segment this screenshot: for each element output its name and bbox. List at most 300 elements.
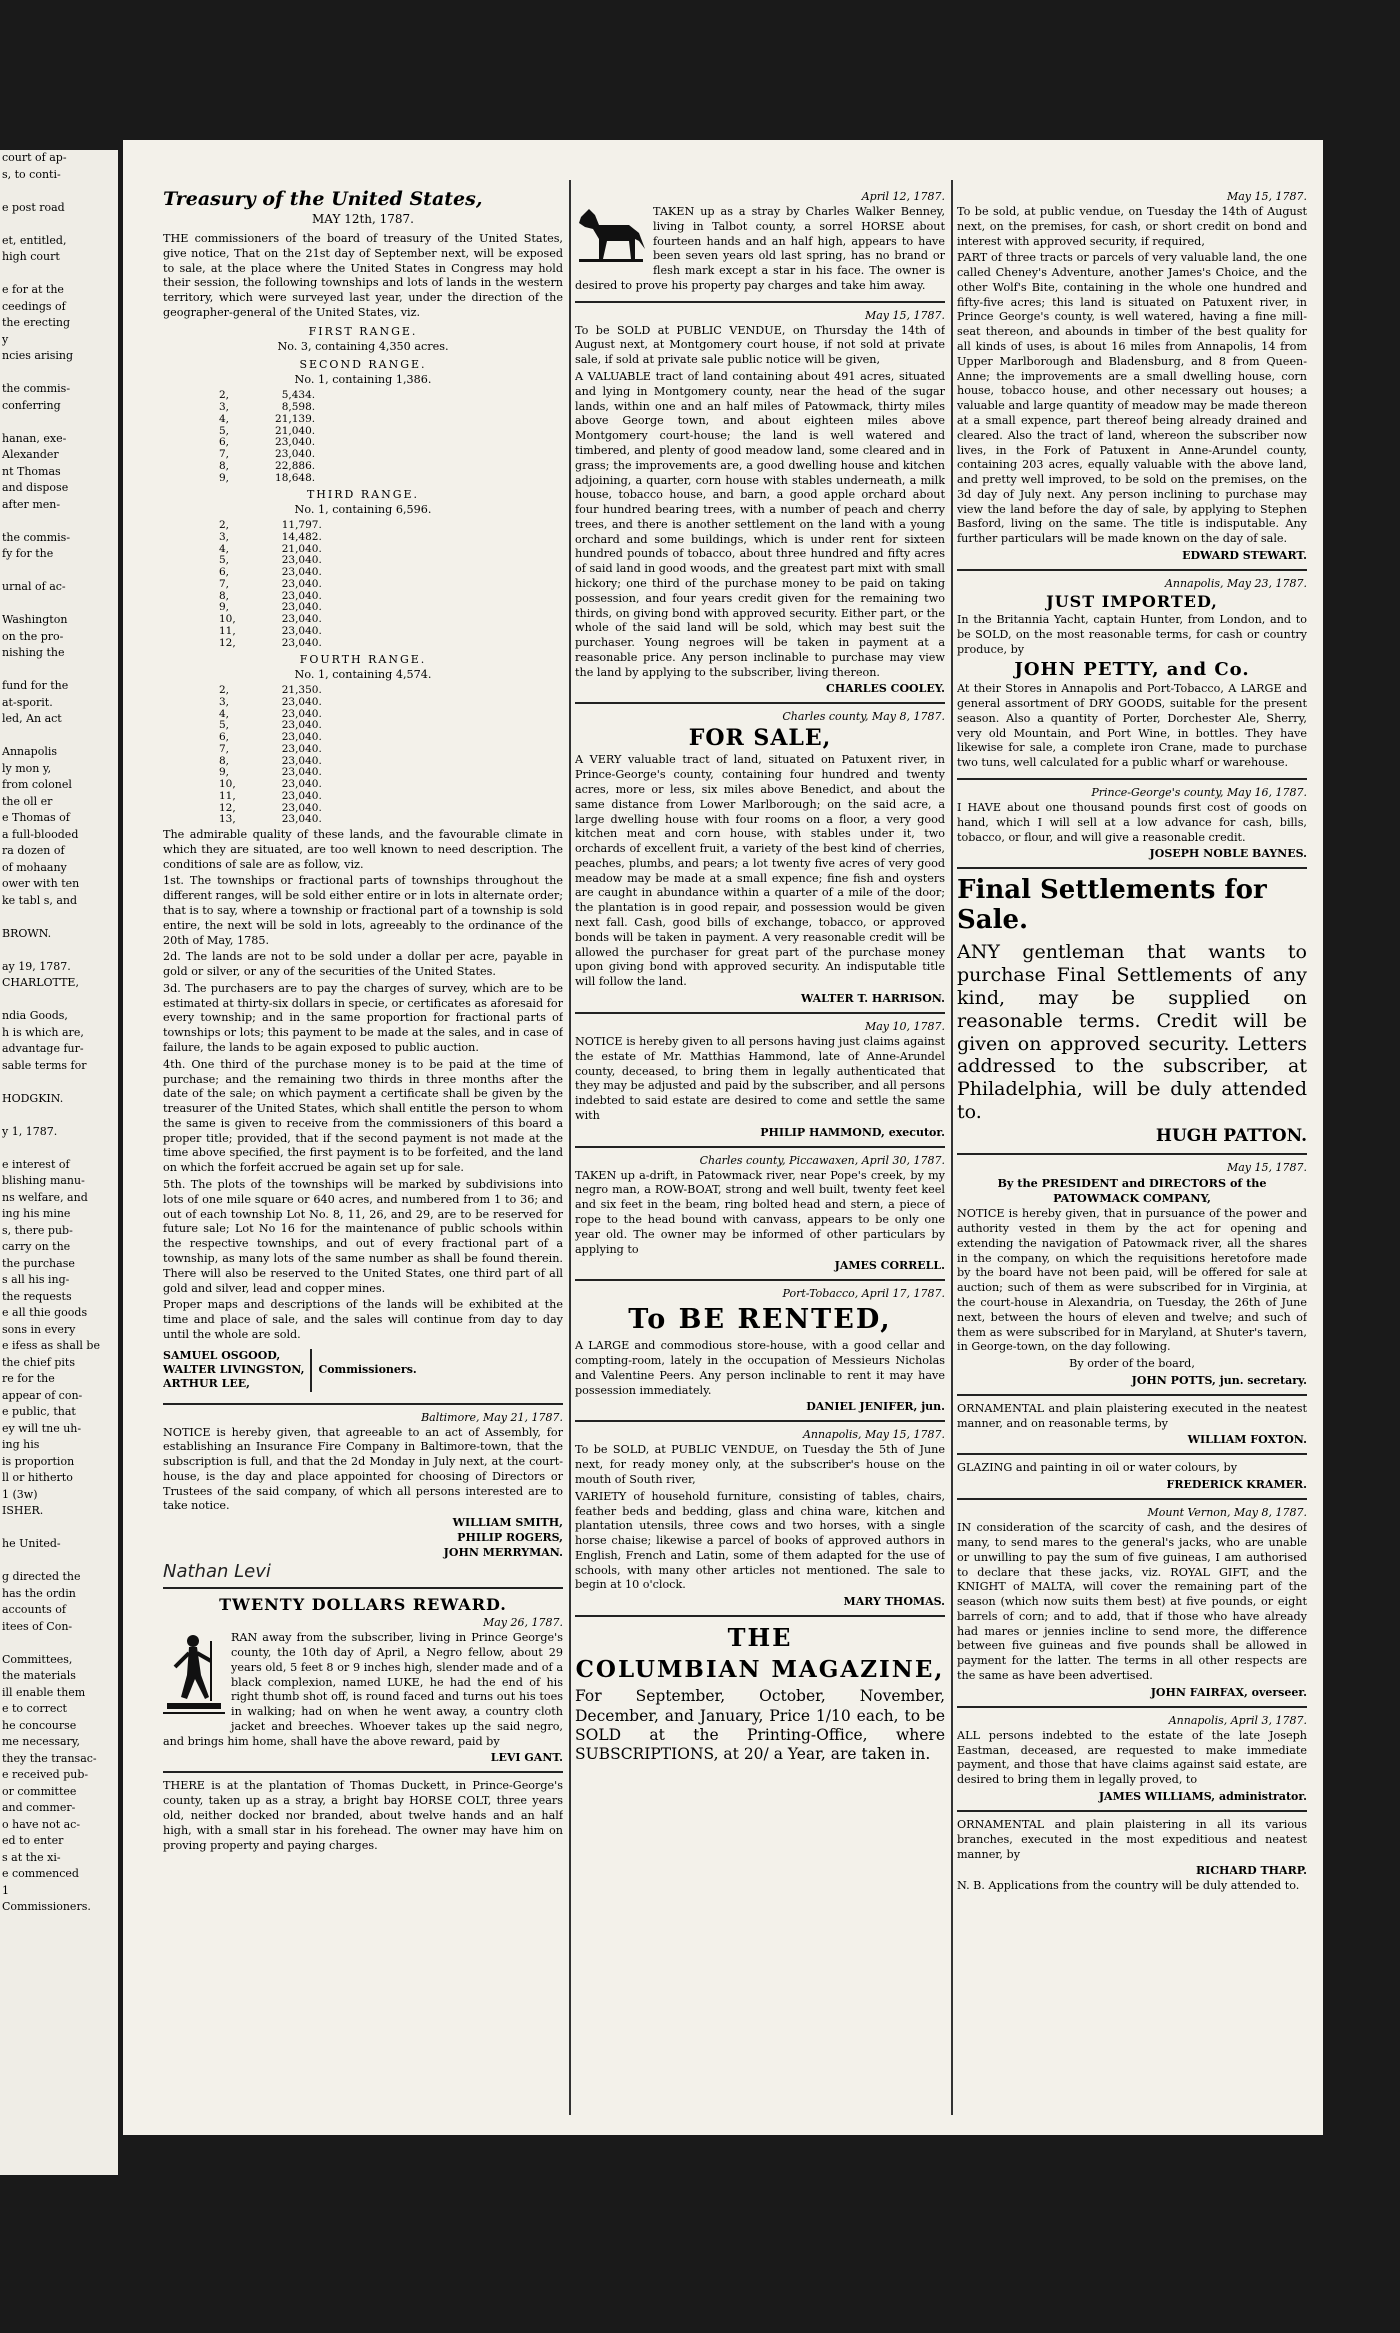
baynes-date: Prince-George's county, May 16, 1787. (1091, 786, 1307, 799)
tharp-ad (957, 1818, 1307, 1894)
left-page-line: re for the (2, 1372, 55, 1385)
lot-acres: 23,040. (281, 695, 322, 708)
lot-acres: 23,040. (281, 754, 322, 767)
column-rule-2 (951, 180, 953, 2115)
lot-row (213, 744, 328, 756)
left-page-line (2, 266, 118, 283)
lot-number: 6, (219, 566, 230, 579)
columbian-magazine (575, 1623, 945, 1765)
lot-acres: 23,040. (281, 707, 322, 720)
left-page-line: of mohaany (2, 860, 67, 874)
lot-acres: 11,797. (281, 519, 322, 532)
left-page-line (2, 992, 118, 1009)
left-page-line: he concourse (2, 1718, 77, 1732)
lot-number: 11, (219, 789, 236, 802)
left-page-line: ing his (2, 1438, 40, 1451)
petty-text-2: At their Stores in Annapolis and Port-Tobacco, A LARGE and general assortment of DRY GOODS, suitable for the present season. Also a quantity of Porter, Dorchester Ale, Sherry, very old Mountain, and Port Wine, in bottles. They have likewise for sale, a complete iron Crane, made to purchase two tuns, well calculated for a public wharf or warehouse. (957, 682, 1307, 770)
column-1 (163, 188, 563, 1855)
left-page-line: ndia Goods, (2, 1009, 68, 1022)
left-page-line: fund for the (2, 679, 69, 692)
treasury-p2: 1st. The townships or fractional parts of townships throughout the different ranges, will be sold either entire or in lots in alternate order; that is to say, where a township or fractional part of a township is sold entire, the next will be sold in lots, agreeably to the ordinance of the 20th of May, 1785. (163, 874, 563, 947)
lot-acres: 23,040. (281, 778, 322, 791)
petty-text: In the Britannia Yacht, captain Hunter, from London, and to be SOLD, on the most reasonable terms, for cash or country produce, by (957, 612, 1307, 656)
left-page-line (2, 596, 118, 613)
cooley-signer: CHARLES COOLEY. (825, 682, 945, 696)
tharp-note: N. B. Applications from the country will be duly attended to. (957, 1879, 1300, 1893)
foxton-ad (957, 1402, 1307, 1456)
boat-date: Charles county, Piccawaxen, April 30, 1787. (699, 1153, 945, 1167)
treasury-intro: THE commissioners of the board of treasury of the United States, give notice, That on the 21st day of September next, will be exposed to sale, at the place where the United States in Congress may hold their session, the following townships and lots of lands in the western territory, which were surveyed last year, under the direction of the geographer-general of the United States, viz. (163, 232, 563, 319)
lot-number: 10, (219, 778, 236, 791)
left-page-line: carry on the (2, 1240, 71, 1253)
left-page-line: urnal of ac- (2, 580, 66, 593)
left-page-line: e to correct (2, 1702, 67, 1715)
patowmack-signer: JOHN POTTS, jun. secretary. (1131, 1373, 1307, 1387)
lot-acres: 23,040. (281, 636, 322, 649)
reward-text: RAN away from the subscriber, living in Prince George's county, the 10th day of April, a Negro fellow, about 29 years old, 5 feet 8 or 9 inches high, slender made and of a black complexion, named LUKE, he had the end of his right thumb shot off, is round faced and turns out his toes in walking; had on when he went away, a country cloth jacket and breeches. Whoever takes up the said negro, and brings him home, shall have the above reward, paid by (163, 1631, 563, 1748)
handwritten-signature: Nathan Levi (163, 1561, 271, 1583)
left-page-line: from colonel (2, 778, 72, 791)
magazine-the: THE (727, 1623, 793, 1653)
left-page-line: HODGKIN. (2, 1091, 64, 1105)
lot-row (213, 473, 321, 485)
commissioners-label: Commissioners. (318, 1362, 417, 1376)
baynes-signer: JOSEPH NOBLE BAYNES. (1149, 847, 1307, 861)
lot-acres: 23,040. (281, 566, 322, 579)
treasury-p6: 5th. The plots of the townships will be marked by subdivisions into lots of one mile square or 640 acres, and numbered from 1 to 36; and out of each township Lot No. 8, 11, 26, and 29, are to be reserved for future sale; Lot No 16 for the maintenance of public schools within the respective townships, and out of every fractional part of a township, as many lots of the same number as shall be found therein. There will also be reserved to the United States, one third part of all gold and silver, lead and copper mines. (163, 1178, 563, 1295)
lot-row (213, 414, 321, 426)
left-page-line: conferring (2, 398, 61, 412)
lot-number: 7, (219, 577, 230, 590)
lot-row (213, 697, 328, 709)
left-page-line: Alexander (2, 448, 59, 461)
settlements-heading: Final Settlements for Sale. (957, 875, 1267, 936)
tharp-signer: RICHARD THARP. (1195, 1864, 1307, 1878)
left-page-line (2, 183, 118, 200)
treasury-title: Treasury of the United States, (163, 188, 483, 210)
lot-row (213, 461, 321, 473)
lot-row (213, 449, 321, 461)
lot-number: 3, (219, 530, 230, 543)
left-page-fragment (0, 150, 118, 2175)
range-heading: FOURTH RANGE. (299, 653, 427, 667)
lot-number: 12, (219, 636, 236, 649)
lot-acres: 23,040. (281, 742, 322, 755)
williams-signer: JAMES WILLIAMS, administrator. (1098, 1789, 1307, 1803)
range-heading: FIRST RANGE. (308, 324, 418, 338)
cooley-text-2: A VALUABLE tract of land containing about 491 acres, situated and lying in Montgomery county, near the head of the sugar lands, within one and an half miles of Patowmack, thirty miles above George town, and about eighteen miles above Montgomery court-house; the land is well watered and timbered, and plenty of good meadow land, some cleared and in grass; the improvements are, a good dwelling house and kitchen adjoining, a quarter, corn house with stables underneath, a milk house, tobacco house, and barn, a good apple orchard about four hundred bearing trees, with a number of peach and cherry trees, and there is another settlement on the land with a young orchard and some buildings, which is under rent for sixteen hundred pounds of tobacco, about three hundred and fifty acres of said land in good woods, and the greatest part mixt with small hickory; one third of the purchase money to be paid on taking possession, and four years credit given for the remaining two thirds, on giving bond with approved security. Either part, or the whole of the said land will be sold, which may best suit the purchaser. Young negroes will be taken in payment at a reasonable price. Any person inclinable to purchase may view the land by applying to the subscriber, living thereon. (575, 370, 945, 679)
lot-acres: 23,040. (281, 601, 322, 614)
left-page-line: Washington (2, 613, 68, 626)
left-page-line: ing his mine (2, 1207, 71, 1220)
stray-text: TAKEN up as a stray by Charles Walker Benney, living in Talbot county, a sorrel HORSE about fourteen hands and an half high, appears to have been seven years old last spring, has no brand or flesh mark except a star in his face. The owner is desired to prove his property pay charges and take him away. (575, 205, 945, 292)
to-be-rented (575, 1287, 945, 1422)
left-page-line (2, 1520, 118, 1537)
left-page-line: 1 (3w) (2, 1487, 38, 1501)
boat-signer: JAMES CORRELL. (834, 1259, 945, 1273)
left-page-line: 1 (2, 1883, 9, 1897)
williams-date: Annapolis, April 3, 1787. (1168, 1713, 1307, 1727)
left-page-line: ncies arising (2, 349, 74, 362)
lot-acres: 23,040. (281, 577, 322, 590)
hammond-text: NOTICE is hereby given to all persons having just claims against the estate of Mr. Matthias Hammond, late of Anne-Arundel county, deceased, to bring them in legally authenticated that they may be adjusted and paid by the subscriber, and all persons indebted to said estate are desired to come and settle the same with (575, 1034, 945, 1122)
stewart-text-2: PART of three tracts or parcels of very valuable land, the one called Cheney's Adventure, another James's Choice, and the other Wolf's Bite, containing in the whole one hundred and fifty-five acres; this land is situated on Patuxent river, in Prince George's county, is well watered, having a fine mill-seat thereon, and abounds in timber of the best quality for all kinds of uses, is about 16 miles from Annapolis, 14 from Upper Marlborough and Bladensburg, and 8 from Queen-Anne; the improvements are a small dwelling house, corn house, tobacco house, and other necessary out houses; a valuable and large quantity of meadow may be made thereon at a small expence, part thereof being already drained and cleared. Also the tract of land, whereon the subscriber now lives, in the Fork of Patuxent in Anne-Arundel county, containing 203 acres, equally valuable with the above land, and pretty well improved, to be sold on the premises, on the 3d day of July next. Any person inclining to purchase may view the land before the day of sale, by applying to Stephen Basford, living on the same. The title is indisputable. Any further particulars will be made known on the day of sale. (957, 251, 1307, 546)
left-page-line: Annapolis (2, 745, 58, 758)
patowmack-text: NOTICE is hereby given, that in pursuance of the power and authority vested in them by the act for opening and extending the navigation of Patowmack river, all the shares in the company, on which the requisitions heretofore made by the board have not been paid, will be offered for sale at auction; such of them as were subscribed for in Virginia, at the court-house in Alexandria, on Tuesday, the 26th of June next, between the hours of eleven and twelve; and such of them as were subscribed for in Maryland, at Shuter's tavern, in George-town, on the day following. (957, 1207, 1307, 1354)
left-page-line: led, An act (2, 712, 62, 725)
lot-number: 9, (219, 471, 230, 484)
left-page-line: e all thie goods (2, 1306, 88, 1319)
lot-number: 9, (219, 766, 230, 779)
left-page-line: ISHER. (2, 1504, 44, 1517)
left-page-line: Committees, (2, 1652, 73, 1666)
column-rule-1 (569, 180, 571, 2115)
lot-acres: 21,350. (281, 684, 322, 697)
treasury-notice (163, 188, 563, 1405)
baynes-notice (957, 786, 1307, 869)
baynes-text: I HAVE about one thousand pounds first cost of goods on hand, which I will sell at a low advance for cash, bills, tobacco, or flour, and will give a reasonable credit. (957, 801, 1307, 844)
treasury-p1: The admirable quality of these lands, and the favourable climate in which they are situated, are too well known to need description. The conditions of sale are as follow, viz. (163, 828, 563, 871)
left-page-line (2, 365, 118, 382)
left-page-line: they the transac- (2, 1751, 97, 1765)
range-heading: THIRD RANGE. (306, 488, 420, 502)
left-page-line: and commer- (2, 1801, 76, 1814)
left-page-line (2, 662, 118, 679)
lot-number: 3, (219, 695, 230, 708)
williams-text: ALL persons indebted to the estate of the late Joseph Eastman, deceased, are requested to make immediate payment, and those that have claims against said estate, are desired to bring them in legally proved, to (957, 1728, 1307, 1787)
runaway-figure-icon (163, 1631, 225, 1719)
harrison-for-sale (575, 710, 945, 1014)
left-page-line (2, 909, 118, 926)
range-heading: SECOND RANGE. (299, 358, 427, 372)
lot-acres: 22,886. (275, 459, 316, 472)
left-page-line: ra dozen of (2, 844, 65, 857)
magazine-title: COLUMBIAN MAGAZINE, (575, 1656, 945, 1684)
left-page-line: at-sporit. (2, 695, 53, 709)
left-page-line: h is which are, (2, 1025, 84, 1039)
left-page-text (0, 150, 118, 1916)
left-page-line (2, 1107, 118, 1124)
boat-text: TAKEN up a-drift, in Patowmack river, near Pope's creek, by my negro man, a ROW-BOAT, strong and well built, twenty feet keel and six feet in the beam, ring bolted head and stern, a piece of rope to the head bound with canvass, appears to be only one year old. The owner may be informed of other particulars by applying to (575, 1168, 945, 1256)
treasury-date: MAY 12th, 1787. (311, 212, 414, 226)
lot-acres: 23,040. (281, 801, 322, 814)
left-page-line: s all his ing- (2, 1273, 70, 1286)
thomas-text: To be SOLD, at PUBLIC VENDUE, on Tuesday the 5th of June next, for ready money only, at the subscriber's house on the mouth of South river, (575, 1443, 945, 1486)
left-page-line: o have not ac- (2, 1817, 81, 1831)
thomas-text-2: VARIETY of household furniture, consisting of tables, chairs, feather beds and bedding, glass and china ware, kitchen and plantation utensils, three cows and two horses, with a single horse chaise; likewise a parcel of books of approved authors in English, French and Latin, some of them adapted for the use of schools, with many other articles not mentioned. The sale to begin at 10 o'clock. (575, 1489, 945, 1592)
left-page-line: y (2, 332, 9, 346)
lot-number: 4, (219, 542, 230, 555)
left-page-line: s at the xi- (2, 1850, 61, 1864)
left-page-line: the oll er (2, 794, 53, 808)
left-page-line: advantage fur- (2, 1042, 84, 1055)
hammond-date: May 10, 1787. (864, 1019, 945, 1033)
left-page-line: g directed the (2, 1570, 81, 1583)
fairfax-notice (957, 1506, 1307, 1708)
left-page-line: itees of Con- (2, 1619, 73, 1633)
left-page-line: ill enable them (2, 1685, 86, 1699)
left-page-line: ceedings of (2, 299, 66, 313)
left-page-line: ed to enter (2, 1834, 64, 1847)
left-page-line: the commis- (2, 530, 71, 544)
reward-notice (163, 1595, 563, 1773)
lot-acres: 23,040. (281, 719, 322, 732)
lot-number: 13, (219, 813, 236, 826)
lot-number: 6, (219, 436, 230, 449)
left-page-line (2, 1553, 118, 1570)
range-lead: No. 1, containing 1,386. (294, 373, 432, 387)
left-page-line (2, 1635, 118, 1652)
lot-number: 8, (219, 589, 230, 602)
left-page-line: the requests (2, 1289, 72, 1303)
left-page-line: the materials (2, 1669, 76, 1682)
left-page-line: et, entitled, (2, 233, 67, 247)
horse-icon (575, 205, 647, 265)
thomas-vendue (575, 1428, 945, 1617)
lot-number: 2, (219, 684, 230, 697)
patowmack-order: By order of the board, (1069, 1357, 1195, 1371)
lot-acres: 21,139. (275, 412, 316, 425)
left-page-line (2, 513, 118, 530)
left-page-line: sons in every (2, 1322, 76, 1336)
left-page-line: e interest of (2, 1157, 70, 1171)
left-page-line: ly mon y, (2, 761, 52, 775)
lot-acres: 23,040. (281, 589, 322, 602)
left-page-line: y 1, 1787. (2, 1124, 58, 1138)
foxton-text: ORNAMENTAL and plain plaistering executed in the neatest manner, and on reasonable terms, by (957, 1401, 1307, 1430)
lot-number: 5, (219, 554, 230, 567)
insurance-notice (163, 1411, 563, 1590)
left-page-line: appear of con- (2, 1388, 83, 1402)
left-page-line (2, 1140, 118, 1157)
insurance-signer-2: PHILIP ROGERS, (457, 1531, 563, 1545)
lot-number: 11, (219, 624, 236, 637)
lot-row (213, 532, 328, 544)
insurance-signer-1: WILLIAM SMITH, (452, 1516, 563, 1530)
left-page-line (2, 728, 118, 745)
colt-notice (163, 1779, 563, 1853)
harrison-date: Charles county, May 8, 1787. (782, 710, 945, 724)
signer-livingston: WALTER LIVINGSTON, (163, 1362, 305, 1376)
lot-number: 7, (219, 742, 230, 755)
newspaper-page (123, 140, 1323, 2135)
signer-lee: ARTHUR LEE, (163, 1377, 250, 1391)
left-page-line (2, 414, 118, 431)
range-lead: No. 3, containing 4,350 acres. (277, 339, 449, 353)
petty-imported (957, 577, 1307, 780)
signer-osgood: SAMUEL OSGOOD, (163, 1348, 281, 1362)
lot-row (213, 638, 328, 650)
lot-acres: 23,040. (281, 813, 322, 826)
lot-number: 8, (219, 459, 230, 472)
lots-table (213, 390, 321, 484)
stray-horse-notice (575, 190, 945, 303)
lot-number: 3, (219, 401, 230, 413)
lots-table (213, 685, 328, 826)
left-page-line (2, 563, 118, 580)
left-page-line: sable terms for (2, 1058, 87, 1072)
left-page-line: ower with ten (2, 877, 80, 890)
reward-signer: LEVI GANT. (490, 1751, 563, 1765)
left-page-line: court of ap- (2, 151, 67, 164)
lot-acres: 23,040. (275, 448, 316, 460)
petty-date: Annapolis, May 23, 1787. (1164, 576, 1307, 590)
left-page-line (2, 1074, 118, 1091)
williams-notice (957, 1714, 1307, 1812)
left-page-line: the purchase (2, 1256, 75, 1270)
foxton-signer: WILLIAM FOXTON. (1187, 1433, 1307, 1447)
patowmack-notice (957, 1161, 1307, 1396)
range-lead: No. 1, containing 4,574. (294, 668, 432, 682)
kramer-ad (957, 1461, 1307, 1500)
lot-acres: 23,040. (281, 766, 322, 779)
left-page-line: e Thomas of (2, 811, 70, 824)
lot-row (213, 626, 328, 638)
left-page-line: after men- (2, 497, 61, 511)
left-page-line: CHARLOTTE, (2, 976, 79, 989)
lot-acres: 23,040. (275, 436, 316, 449)
tharp-text: ORNAMENTAL and plain plaistering in all its various branches, executed in the most expeditious and neatest manner, by (957, 1817, 1307, 1861)
lot-row (213, 791, 328, 803)
kramer-signer: FREDERICK KRAMER. (1166, 1478, 1307, 1492)
left-page-line: e received pub- (2, 1768, 89, 1781)
left-page-line: accounts of (2, 1603, 66, 1616)
thomas-signer: MARY THOMAS. (843, 1595, 945, 1609)
petty-firm: JOHN PETTY, and Co. (1014, 659, 1250, 681)
left-page-line: the erecting (2, 316, 71, 329)
left-page-line: and dispose (2, 481, 69, 494)
rented-date: Port-Tobacco, April 17, 1787. (782, 1287, 945, 1301)
reward-date: May 26, 1787. (482, 1616, 563, 1630)
treasury-p4: 3d. The purchasers are to pay the charges of survey, which are to be estimated at thirty-six dollars in specie, or certificates as aforesaid for every township; and in the same proportion for fractional parts of townships or lots; this payment to be made at the sales, and in case of failure, the lands to be again exposed to public auction. (163, 981, 563, 1054)
left-page-line: ll or hitherto (2, 1471, 73, 1484)
lot-acres: 21,040. (275, 424, 316, 437)
cooley-vendue (575, 309, 945, 705)
fairfax-signer: JOHN FAIRFAX, overseer. (1150, 1685, 1307, 1699)
left-page-line: on the pro- (2, 629, 64, 643)
for-sale-heading: FOR SALE, (688, 725, 832, 752)
patowmack-date: May 15, 1787. (1226, 1160, 1307, 1174)
rented-heading: To BE RENTED, (628, 1304, 892, 1336)
lot-acres: 23,040. (281, 731, 322, 744)
land-ranges (163, 325, 563, 826)
left-page-line: a full-blooded (2, 827, 79, 841)
insurance-signer-3: JOHN MERRYMAN. (443, 1546, 563, 1560)
lot-number: 2, (219, 519, 230, 532)
commissioners-signature (163, 1349, 563, 1392)
left-page-line: nt Thomas (2, 464, 61, 478)
lot-row (213, 814, 328, 826)
harrison-signer: WALTER T. HARRISON. (800, 991, 945, 1005)
left-page-line: blishing manu- (2, 1174, 85, 1187)
lot-acres: 8,598. (281, 401, 316, 413)
left-page-line: has the ordin (2, 1586, 76, 1600)
left-page-line: ke tabl s, and (2, 893, 78, 907)
lot-number: 7, (219, 448, 230, 460)
lot-acres: 14,482. (281, 530, 322, 543)
left-page-line: the chief pits (2, 1355, 75, 1369)
lots-table (213, 520, 328, 649)
lot-acres: 18,648. (275, 471, 316, 484)
left-page-line: e commenced (2, 1867, 79, 1880)
left-page-line: e for at the (2, 283, 64, 296)
stray-date: April 12, 1787. (861, 190, 945, 203)
lot-number: 2, (219, 389, 230, 402)
left-page-line: s, there pub- (2, 1223, 73, 1237)
lot-acres: 23,040. (281, 789, 322, 802)
kramer-text: GLAZING and painting in oil or water colours, by (957, 1461, 1238, 1475)
left-page-line: ay 19, 1787. (2, 959, 71, 973)
left-page-line: is proportion (2, 1454, 75, 1468)
lot-row (213, 579, 328, 591)
fairfax-text: IN consideration of the scarcity of cash, and the desires of many, to send mares to the general's jacks, who are unable or unwilling to pay the sum of five guineas, I am authorised to declare that these jacks, viz. ROYAL GIFT, and the KNIGHT of MALTA, will cover the remaining part of the season (which now suits them best) at five pounds, or eight barrels of corn; and to add, that if those who have already had mares or jennies incline to send more, the difference between five guineas and five pounds shall be allowed in payment for the latter. The terms in all other respects are the same as have been advertised. (957, 1521, 1307, 1683)
left-page-line: ey will tne uh- (2, 1421, 82, 1435)
lot-number: 8, (219, 754, 230, 767)
left-page-line: Commissioners. (2, 1900, 91, 1913)
left-page-line: hanan, exe- (2, 431, 67, 445)
lot-number: 4, (219, 707, 230, 720)
hammond-notice (575, 1020, 945, 1148)
left-page-line: BROWN. (2, 926, 52, 940)
left-page-line: e ifess as shall be (2, 1339, 100, 1352)
cooley-date: May 15, 1787. (864, 308, 945, 322)
column-3 (957, 188, 1307, 1896)
thomas-date: Annapolis, May 15, 1787. (802, 1428, 945, 1442)
left-page-line: e public, that (2, 1405, 76, 1418)
treasury-p3: 2d. The lands are not to be sold under a dollar per acre, payable in gold or silver, or any of the securities of the United States. (163, 950, 563, 979)
treasury-p5: 4th. One third of the purchase money is to be paid at the time of purchase; and the remaining two thirds in three months after the date of the sale; on which payment a certificate shall be given by the treasurer of the United States, which shall entitle the person to whom the same is given to receive from the commissioners of this board a proper title; provided, that if the second payment is not made at the time above specified, the first payment is to be forfeited, and the land on which the forfeit accrued be again set up for sale. (163, 1057, 563, 1175)
left-page-line: high court (2, 250, 60, 263)
lot-row (213, 402, 321, 414)
stewart-sale (957, 190, 1307, 571)
colt-text: THERE is at the plantation of Thomas Duckett, in Prince-George's county, taken up as a stray, a bright bay HORSE COLT, three years old, neither docked nor branded, about twelve hands and an half high, with a small star in his forehead. The owner may have him on proving property and paying charges. (163, 1779, 563, 1852)
lot-number: 5, (219, 424, 230, 437)
left-page-line: me necessary, (2, 1735, 81, 1748)
fairfax-date: Mount Vernon, May 8, 1787. (1147, 1506, 1307, 1520)
lot-acres: 23,040. (281, 624, 322, 637)
reward-heading: TWENTY DOLLARS REWARD. (219, 1595, 507, 1615)
magazine-text: For September, October, November, December, and January, Price 1/10 each, to be SOLD at the Printing-Office, where SUBSCRIPTIONS, at 20/ a Year, are taken in. (575, 1687, 945, 1764)
left-page-line (2, 942, 118, 959)
lot-acres: 23,040. (281, 613, 322, 626)
patowmack-heading: By the PRESIDENT and DIRECTORS of the PATOWMACK COMPANY, (997, 1175, 1267, 1205)
lot-number: 5, (219, 719, 230, 732)
stewart-text: To be sold, at public vendue, on Tuesday the 14th of August next, on the premises, for cash, or short credit on bond and interest with approved security, if required, (957, 205, 1307, 248)
settlements-signer: HUGH PATTON. (1155, 1125, 1307, 1146)
insurance-date: Baltimore, May 21, 1787. (421, 1410, 563, 1424)
settlements-text: ANY gentleman that wants to purchase Final Settlements of any kind, may be supplied on reasonable terms. Credit will be given on approved security. Letters addressed to the subscriber, at Philadelphia, will be duly attended to. (957, 941, 1307, 1123)
lot-acres: 23,040. (281, 554, 322, 567)
harrison-text: A VERY valuable tract of land, situated on Patuxent river, in Prince-George's county, containing four hundred and twenty acres, more or less, six miles above Benedict, and about the same distance from Lower Marlborough; on the said acre, a large dwelling house with four rooms on a floor, a very good kitchen meat and corn house, with stables under it, two orchards of excellent fruit, a variety of the best kind of cherries, peaches, plumbs, and pears; a lot twenty five acres of very good meadow may be made at a small expence; fine fish and oysters are caught in abundance within a quarter of a mile of the door; the plantation is in good repair, and possession would be given next fall. Cash, good bills of exchange, tobacco, or approved bonds will be taken in payment. A very reasonable credit will be allowed the purchaser for great part of the purchase money upon giving bond with approved security. An indisputable title will follow the land. (575, 753, 945, 989)
lot-number: 10, (219, 613, 236, 626)
column-2 (575, 188, 945, 1767)
left-page-line: or committee (2, 1784, 77, 1798)
treasury-p7: Proper maps and descriptions of the lands will be exhibited at the time and place of sale, and the sales will continue from day to day until the whole are sold. (163, 1298, 563, 1341)
left-page-line: the commis- (2, 382, 71, 395)
left-page-line: e post road (2, 200, 65, 214)
lot-number: 4, (219, 412, 230, 425)
left-page-line (2, 216, 118, 233)
rented-text: A LARGE and commodious store-house, with a good cellar and compting-room, lately in the occupation of Messieurs Nicholas and Valentine Peers. Any person inclinable to rent it may have possession immediately. (575, 1339, 945, 1397)
cooley-text: To be SOLD at PUBLIC VENDUE, on Thursday the 14th of August next, at Montgomery court house, if not sold at private sale, if sold at private sale public notice will be given, (575, 323, 945, 367)
boat-notice (575, 1154, 945, 1282)
lot-number: 9, (219, 601, 230, 614)
stewart-signer: EDWARD STEWART. (1182, 548, 1307, 562)
left-page-line: nishing the (2, 646, 65, 659)
lot-number: 12, (219, 801, 236, 814)
petty-heading: JUST IMPORTED, (1046, 591, 1218, 611)
rented-signer: DANIEL JENIFER, jun. (806, 1400, 945, 1414)
